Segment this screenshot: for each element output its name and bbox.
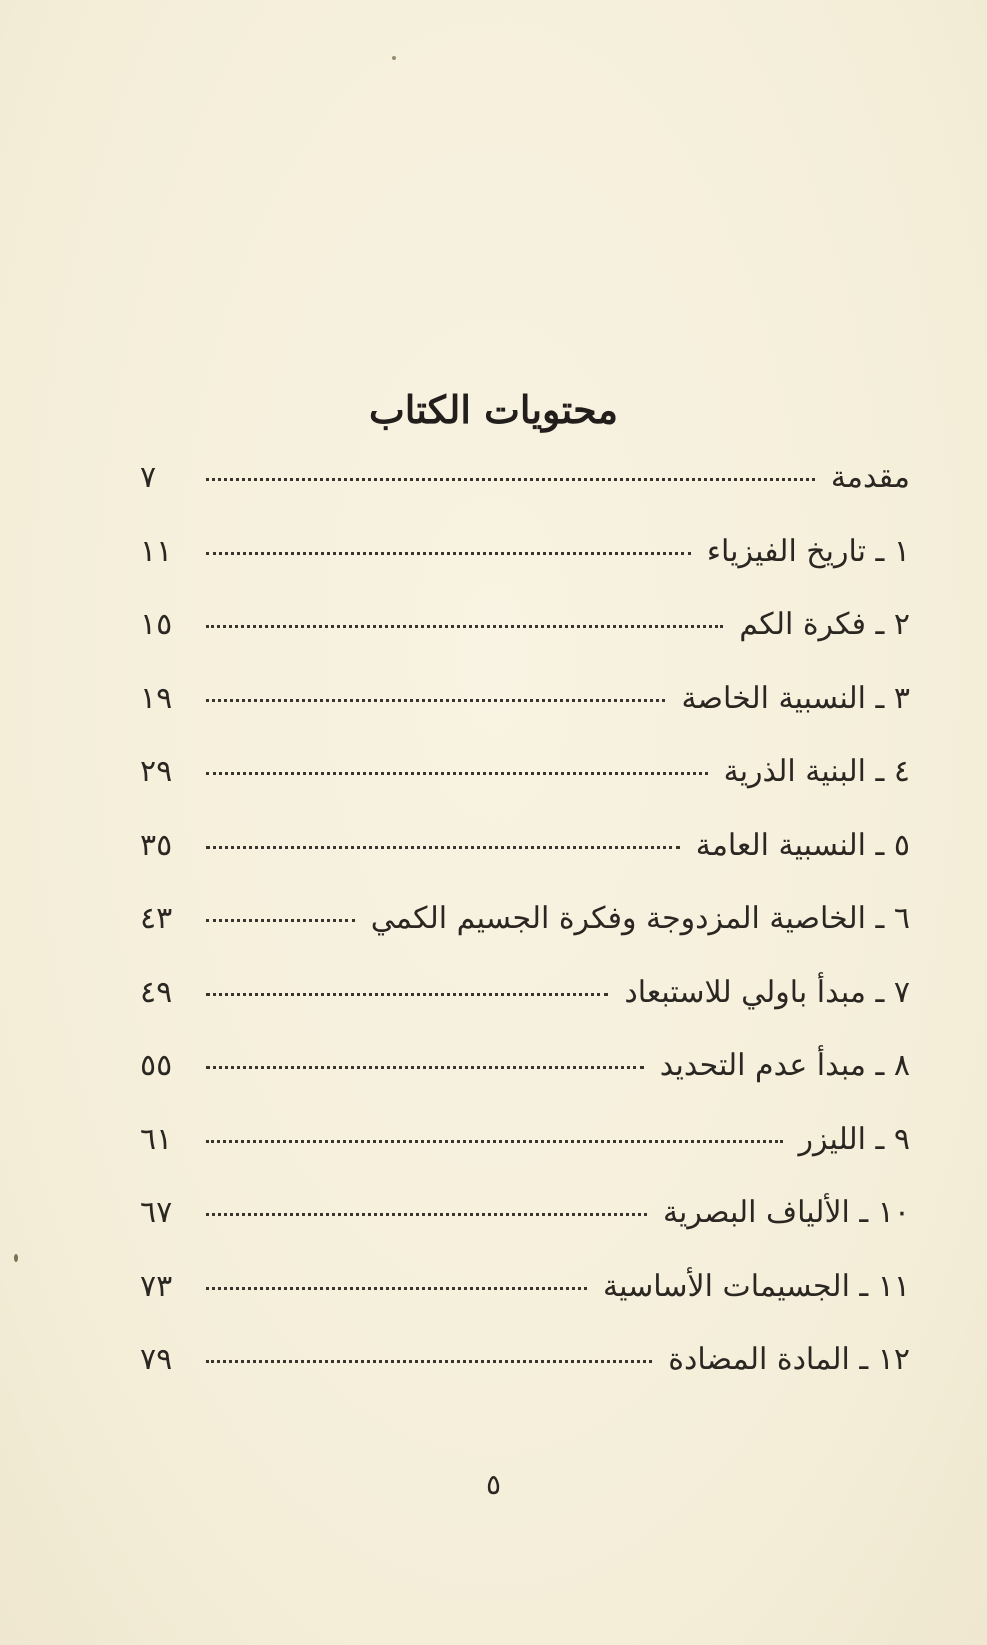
- table-of-contents: [140, 460, 910, 1416]
- toc-entry-page: ٤٩: [140, 974, 173, 1010]
- toc-dot-leader: [206, 552, 691, 555]
- paper-speck: [392, 56, 396, 60]
- toc-entry-label: ١٢ ـ المادة المضادة: [668, 1342, 910, 1377]
- toc-dot-leader: [206, 993, 608, 996]
- toc-entry-page: ٧: [140, 460, 157, 495]
- toc-entry: [140, 1048, 910, 1122]
- toc-entry-page: ٢٩: [140, 754, 173, 789]
- paper-speck: [14, 1254, 18, 1262]
- toc-entry: [140, 1195, 910, 1269]
- page-title: محتويات الكتاب: [368, 387, 619, 433]
- toc-dot-leader: [206, 1140, 783, 1143]
- toc-entry-label: ١٠ ـ الألياف البصرية: [662, 1195, 910, 1230]
- toc-entry-label: ٧ ـ مبدأ باولي للاستبعاد: [624, 974, 910, 1010]
- toc-entry-page: ١١: [140, 533, 173, 569]
- toc-entry-page: ٤٣: [140, 901, 173, 936]
- toc-entry-page: ٥٥: [140, 1048, 173, 1083]
- page-number: ٥: [485, 1468, 502, 1501]
- toc-entry: [140, 975, 910, 1049]
- toc-entry-page: ٧٩: [140, 1342, 173, 1377]
- toc-dot-leader: [206, 919, 355, 922]
- toc-entry: [140, 901, 910, 975]
- toc-dot-leader: [206, 772, 708, 775]
- toc-entry-page: ٦٧: [140, 1195, 173, 1230]
- toc-entry: [140, 534, 910, 608]
- toc-entry: [140, 460, 910, 534]
- toc-entry-label: ٩ ـ الليزر: [798, 1121, 910, 1157]
- toc-entry-label: ٨ ـ مبدأ عدم التحديد: [659, 1048, 910, 1083]
- toc-entry-label: ١١ ـ الجسيمات الأساسية: [602, 1268, 910, 1304]
- toc-entry: [140, 607, 910, 681]
- toc-entry-label: ٢ ـ فكرة الكم: [739, 607, 910, 642]
- toc-dot-leader: [206, 1213, 647, 1216]
- toc-entry-page: ١٥: [140, 607, 173, 642]
- toc-entry: [140, 1342, 910, 1416]
- toc-entry: [140, 828, 910, 902]
- toc-entry: [140, 1122, 910, 1196]
- toc-entry-page: ٦١: [140, 1121, 173, 1157]
- toc-dot-leader: [206, 1066, 644, 1069]
- toc-entry-label: ٦ ـ الخاصية المزدوجة وفكرة الجسيم الكمي: [370, 901, 910, 936]
- toc-dot-leader: [206, 1360, 652, 1363]
- toc-entry: [140, 681, 910, 755]
- toc-entry-label: مقدمة: [830, 460, 910, 495]
- toc-entry: [140, 754, 910, 828]
- toc-entry-label: ٤ ـ البنية الذرية: [723, 754, 910, 789]
- toc-entry-label: ٣ ـ النسبية الخاصة: [681, 680, 910, 716]
- toc-entry-label: ٥ ـ النسبية العامة: [695, 827, 910, 863]
- toc-entry-page: ٧٣: [140, 1268, 173, 1304]
- toc-dot-leader: [206, 625, 723, 628]
- toc-dot-leader: [206, 478, 815, 481]
- toc-entry-page: ٣٥: [140, 827, 173, 863]
- toc-entry-label: ١ ـ تاريخ الفيزياء: [706, 533, 910, 569]
- toc-dot-leader: [206, 1287, 587, 1290]
- toc-entry: [140, 1269, 910, 1343]
- toc-dot-leader: [206, 699, 665, 702]
- toc-dot-leader: [206, 846, 680, 849]
- toc-entry-page: ١٩: [140, 680, 173, 716]
